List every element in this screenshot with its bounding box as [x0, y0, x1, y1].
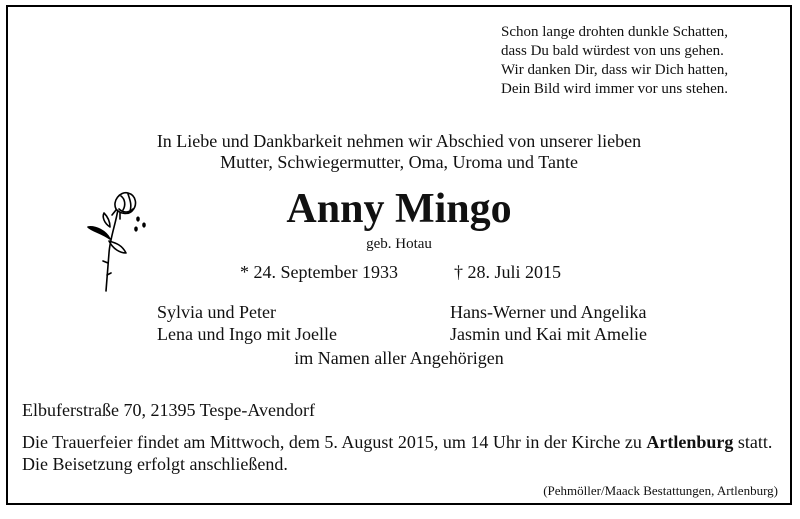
on-behalf-text: im Namen aller Angehörigen — [294, 348, 504, 368]
poem-line: Schon lange drohten dunkle Schatten, — [501, 24, 729, 40]
family-right — [450, 301, 647, 345]
intro-line: Mutter, Schwiegermutter, Oma, Uroma und Tante — [220, 152, 578, 172]
birth-date: * 24. September 1933 — [240, 262, 398, 282]
service-line-1 — [22, 431, 782, 453]
intro-line: In Liebe und Dankbarkeit nehmen wir Abschied von unserer lieben — [156, 131, 642, 151]
obituary-notice — [6, 5, 792, 505]
poem — [501, 23, 761, 99]
maiden-name: geb. Hotau — [366, 236, 432, 252]
family-entry: Jasmin und Kai mit Amelie — [450, 324, 647, 344]
poem-line: Dein Bild wird immer vor uns stehen. — [501, 81, 729, 97]
service-text-end: statt. — [733, 432, 773, 452]
intro-text — [8, 131, 790, 173]
family-entry: Lena und Ingo mit Joelle — [157, 324, 337, 344]
undertaker-credit: (Pehmöller/Maack Bestattungen, Artlenburg) — [543, 483, 778, 498]
poem-line: dass Du bald würdest von uns gehen. — [501, 43, 724, 59]
service-line-2: Die Beisetzung erfolgt anschließend. — [22, 454, 288, 474]
poem-line: Wir danken Dir, dass wir Dich hatten, — [501, 62, 729, 78]
family-entry: Hans-Werner und Angelika — [450, 302, 647, 322]
family-left — [157, 301, 337, 345]
death-date: † 28. Juli 2015 — [454, 262, 562, 282]
service-info — [22, 431, 782, 475]
service-text: Die Trauerfeier findet am Mittwoch, dem 5. August 2015, um 14 Uhr in der Kirche zu — [22, 432, 647, 452]
family-entry: Sylvia und Peter — [157, 302, 276, 322]
service-place: Artlenburg — [646, 432, 734, 452]
deceased-name: Anny Mingo — [286, 186, 512, 232]
address: Elbuferstraße 70, 21395 Tespe-Avendorf — [22, 400, 315, 420]
